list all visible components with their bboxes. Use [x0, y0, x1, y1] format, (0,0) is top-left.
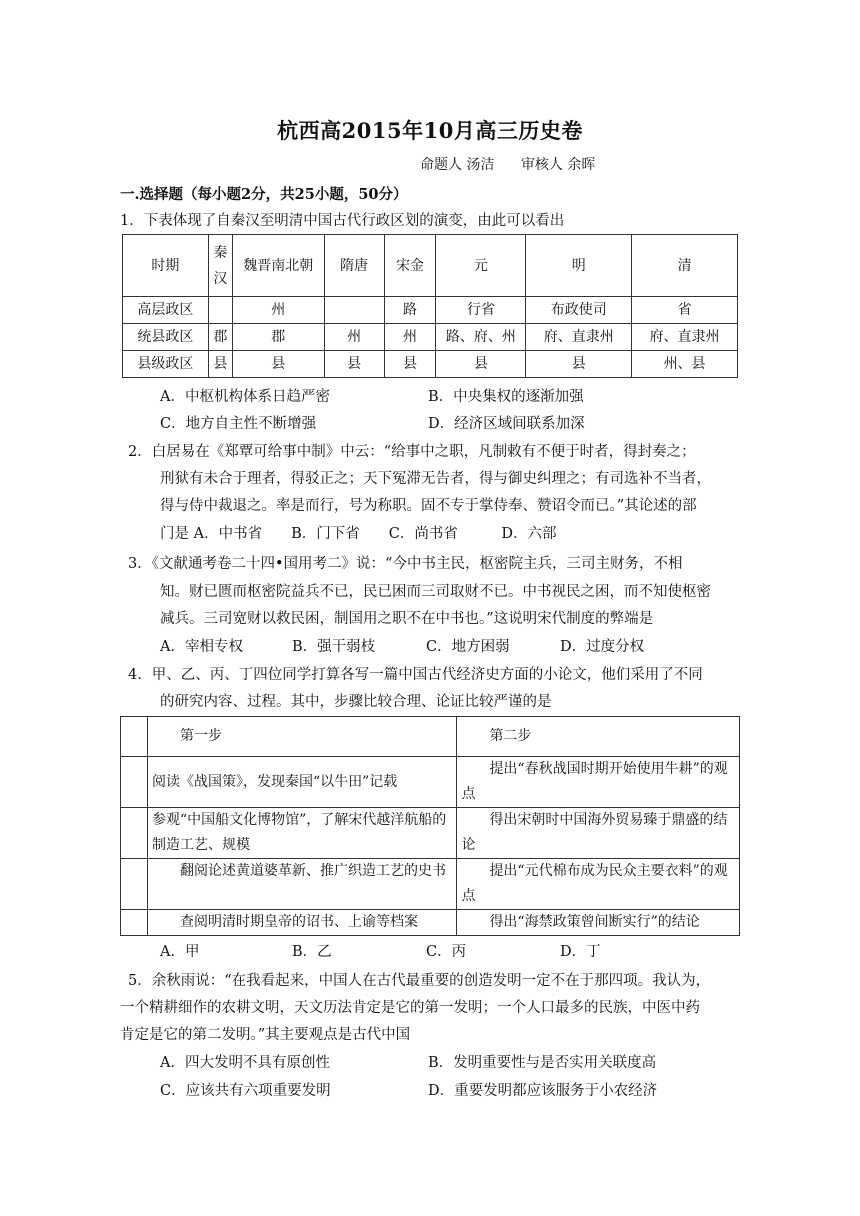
q4-option-b: B．乙 [292, 944, 332, 960]
q1-table [122, 234, 738, 378]
table-cell: 州 [384, 324, 436, 351]
reviewer: 审核人 余晖 [520, 157, 596, 173]
q4-table [120, 716, 740, 936]
q4-th-step1: 第一步 [147, 717, 456, 757]
q5-line-3: 肯定是它的第二发明。”其主要观点是古代中国 [120, 1027, 411, 1043]
table-cell: 县 [436, 351, 526, 378]
q4-option-a: A．甲 [160, 944, 200, 960]
table-row [123, 297, 738, 324]
q5-option-b: B．发明重要性与是否实用关联度高 [428, 1055, 657, 1071]
table-cell: 得出宋朝时中国海外贸易臻于鼎盛的结论 [457, 808, 740, 859]
table-row [121, 859, 740, 910]
q1-th-qinhan: 秦汉 [208, 235, 232, 297]
table-row [121, 808, 740, 859]
q1-option-a: A．中枢机构体系日趋严密 [160, 389, 330, 405]
table-row [121, 757, 740, 808]
table-cell: 州 [232, 297, 324, 324]
exam-title: 杭西高2015年10月高三历史卷 [277, 118, 583, 143]
section-heading: 一.选择题（每小题2分，共25小题，50分） [120, 186, 408, 203]
table-cell: 郡 [232, 324, 324, 351]
q3-line-1: 3．《文献通考卷二十四•国用考二》说：“今中书主民，枢密院主兵，三司主财务，不相 [128, 556, 683, 572]
q1-table-header-row [123, 235, 738, 297]
table-cell: 县 [208, 351, 232, 378]
q3-option-b: B．强干弱枝 [292, 639, 376, 655]
q5-line-1: 5．余秋雨说：“在我看起来，中国人在古代最重要的创造发明一定不在于那四项。我认为， [128, 973, 711, 989]
q4-table-header-row [121, 717, 740, 757]
q5-option-c: C．应该共有六项重要发明 [160, 1083, 331, 1099]
table-cell: 阅读《战国策》，发现秦国“以牛田”记载 [147, 757, 456, 808]
q1-th-ming: 明 [526, 235, 632, 297]
q3-line-2: 知。财已匮而枢密院益兵不已，民已困而三司取财不已。中书视民之困，而不知使枢密 [160, 584, 711, 600]
q2-line-1: 2．白居易在《郑覃可给事中制》中云：“给事中之职，凡制敕有不便于时者，得封奏之； [128, 444, 696, 460]
q1-option-b: B．中央集权的逐渐加强 [428, 389, 584, 405]
q3-option-d: D．过度分权 [560, 639, 645, 655]
table-cell: 查阅明清时期皇帝的诏书、上谕等档案 [147, 910, 456, 936]
table-cell [121, 910, 148, 936]
table-cell: 翻阅论述黄道婆革新、推广织造工艺的史书 [147, 859, 456, 910]
table-cell: 县 [232, 351, 324, 378]
table-cell: 郡 [208, 324, 232, 351]
q5-option-d: D．重要发明都应该服务于小农经济 [428, 1083, 658, 1099]
table-cell: 提出“元代棉布成为民众主要衣料”的观点 [457, 859, 740, 910]
table-cell: 行省 [436, 297, 526, 324]
q4-option-c: C．丙 [426, 944, 467, 960]
table-cell: 府、直隶州 [632, 324, 738, 351]
table-cell: 县级政区 [123, 351, 209, 378]
table-cell: 府、直隶州 [526, 324, 632, 351]
q1-th-yuan: 元 [436, 235, 526, 297]
q4-option-d: D．丁 [560, 944, 601, 960]
q1-th-qing: 清 [632, 235, 738, 297]
table-cell: 高层政区 [123, 297, 209, 324]
q1-th-suitang: 隋唐 [324, 235, 384, 297]
q1-th-period: 时期 [123, 235, 209, 297]
table-cell: 县 [384, 351, 436, 378]
table-cell [208, 297, 232, 324]
q2-line-2: 刑狱有未合于理者，得驳正之；天下冤滞无告者，得与御史纠理之；有司选补不当者， [160, 471, 711, 487]
q1-option-d: D．经济区域间联系加深 [428, 416, 585, 432]
table-cell: 提出“春秋战国时期开始使用牛耕”的观点 [457, 757, 740, 808]
table-row [121, 910, 740, 936]
q1-th-weijin: 魏晋南北朝 [232, 235, 324, 297]
q3-option-c: C．地方困弱 [426, 639, 510, 655]
table-cell: 参观“中国船文化博物馆”，了解宋代越洋航船的制造工艺、规模 [147, 808, 456, 859]
q2-line-3: 得与侍中裁退之。率是而行，号为称职。固不专于掌侍奉、赞诏令而已。”其论述的部 [160, 498, 697, 514]
q4-th-step2: 第二步 [457, 717, 740, 757]
table-cell: 县 [324, 351, 384, 378]
q3-option-a: A．宰相专权 [160, 639, 243, 655]
q5-option-a: A．四大发明不具有原创性 [160, 1055, 330, 1071]
q1-option-c: C．地方自主性不断增强 [160, 416, 317, 432]
table-cell: 布政使司 [526, 297, 632, 324]
table-cell [121, 757, 148, 808]
q3-line-3: 减兵。三司宽财以救民困，制国用之职不在中书也。”这说明宋代制度的弊端是 [160, 611, 654, 627]
q1-stem: 1．下表体现了自秦汉至明清中国古代行政区划的演变，由此可以看出 [120, 213, 565, 229]
table-row [123, 351, 738, 378]
q1-th-songjin: 宋金 [384, 235, 436, 297]
table-cell: 州 [324, 324, 384, 351]
table-cell [121, 859, 148, 910]
q5-line-2: 一个精耕细作的农耕文明，天文历法肯定是它的第一发明；一个人口最多的民族，中医中药 [120, 1000, 700, 1016]
table-cell [121, 717, 148, 757]
author: 命题人 汤洁 [420, 157, 495, 173]
q2-line-4: 门是 A．中书省 B．门下省 C．尚书省 D．六部 [160, 526, 557, 542]
table-row [123, 324, 738, 351]
table-cell: 得出“海禁政策曾间断实行”的结论 [457, 910, 740, 936]
table-cell: 统县政区 [123, 324, 209, 351]
table-cell: 县 [526, 351, 632, 378]
table-cell: 省 [632, 297, 738, 324]
table-cell: 州、县 [632, 351, 738, 378]
author-line [420, 154, 617, 174]
q4-line-1: 4．甲、乙、丙、丁四位同学打算各写一篇中国古代经济史方面的小论文，他们采用了不同 [128, 667, 703, 683]
table-cell [121, 808, 148, 859]
q4-line-2: 的研究内容、过程。其中，步骤比较合理、论证比较严谨的是 [160, 694, 552, 710]
table-cell: 路 [384, 297, 436, 324]
table-cell: 路、府、州 [436, 324, 526, 351]
table-cell [324, 297, 384, 324]
